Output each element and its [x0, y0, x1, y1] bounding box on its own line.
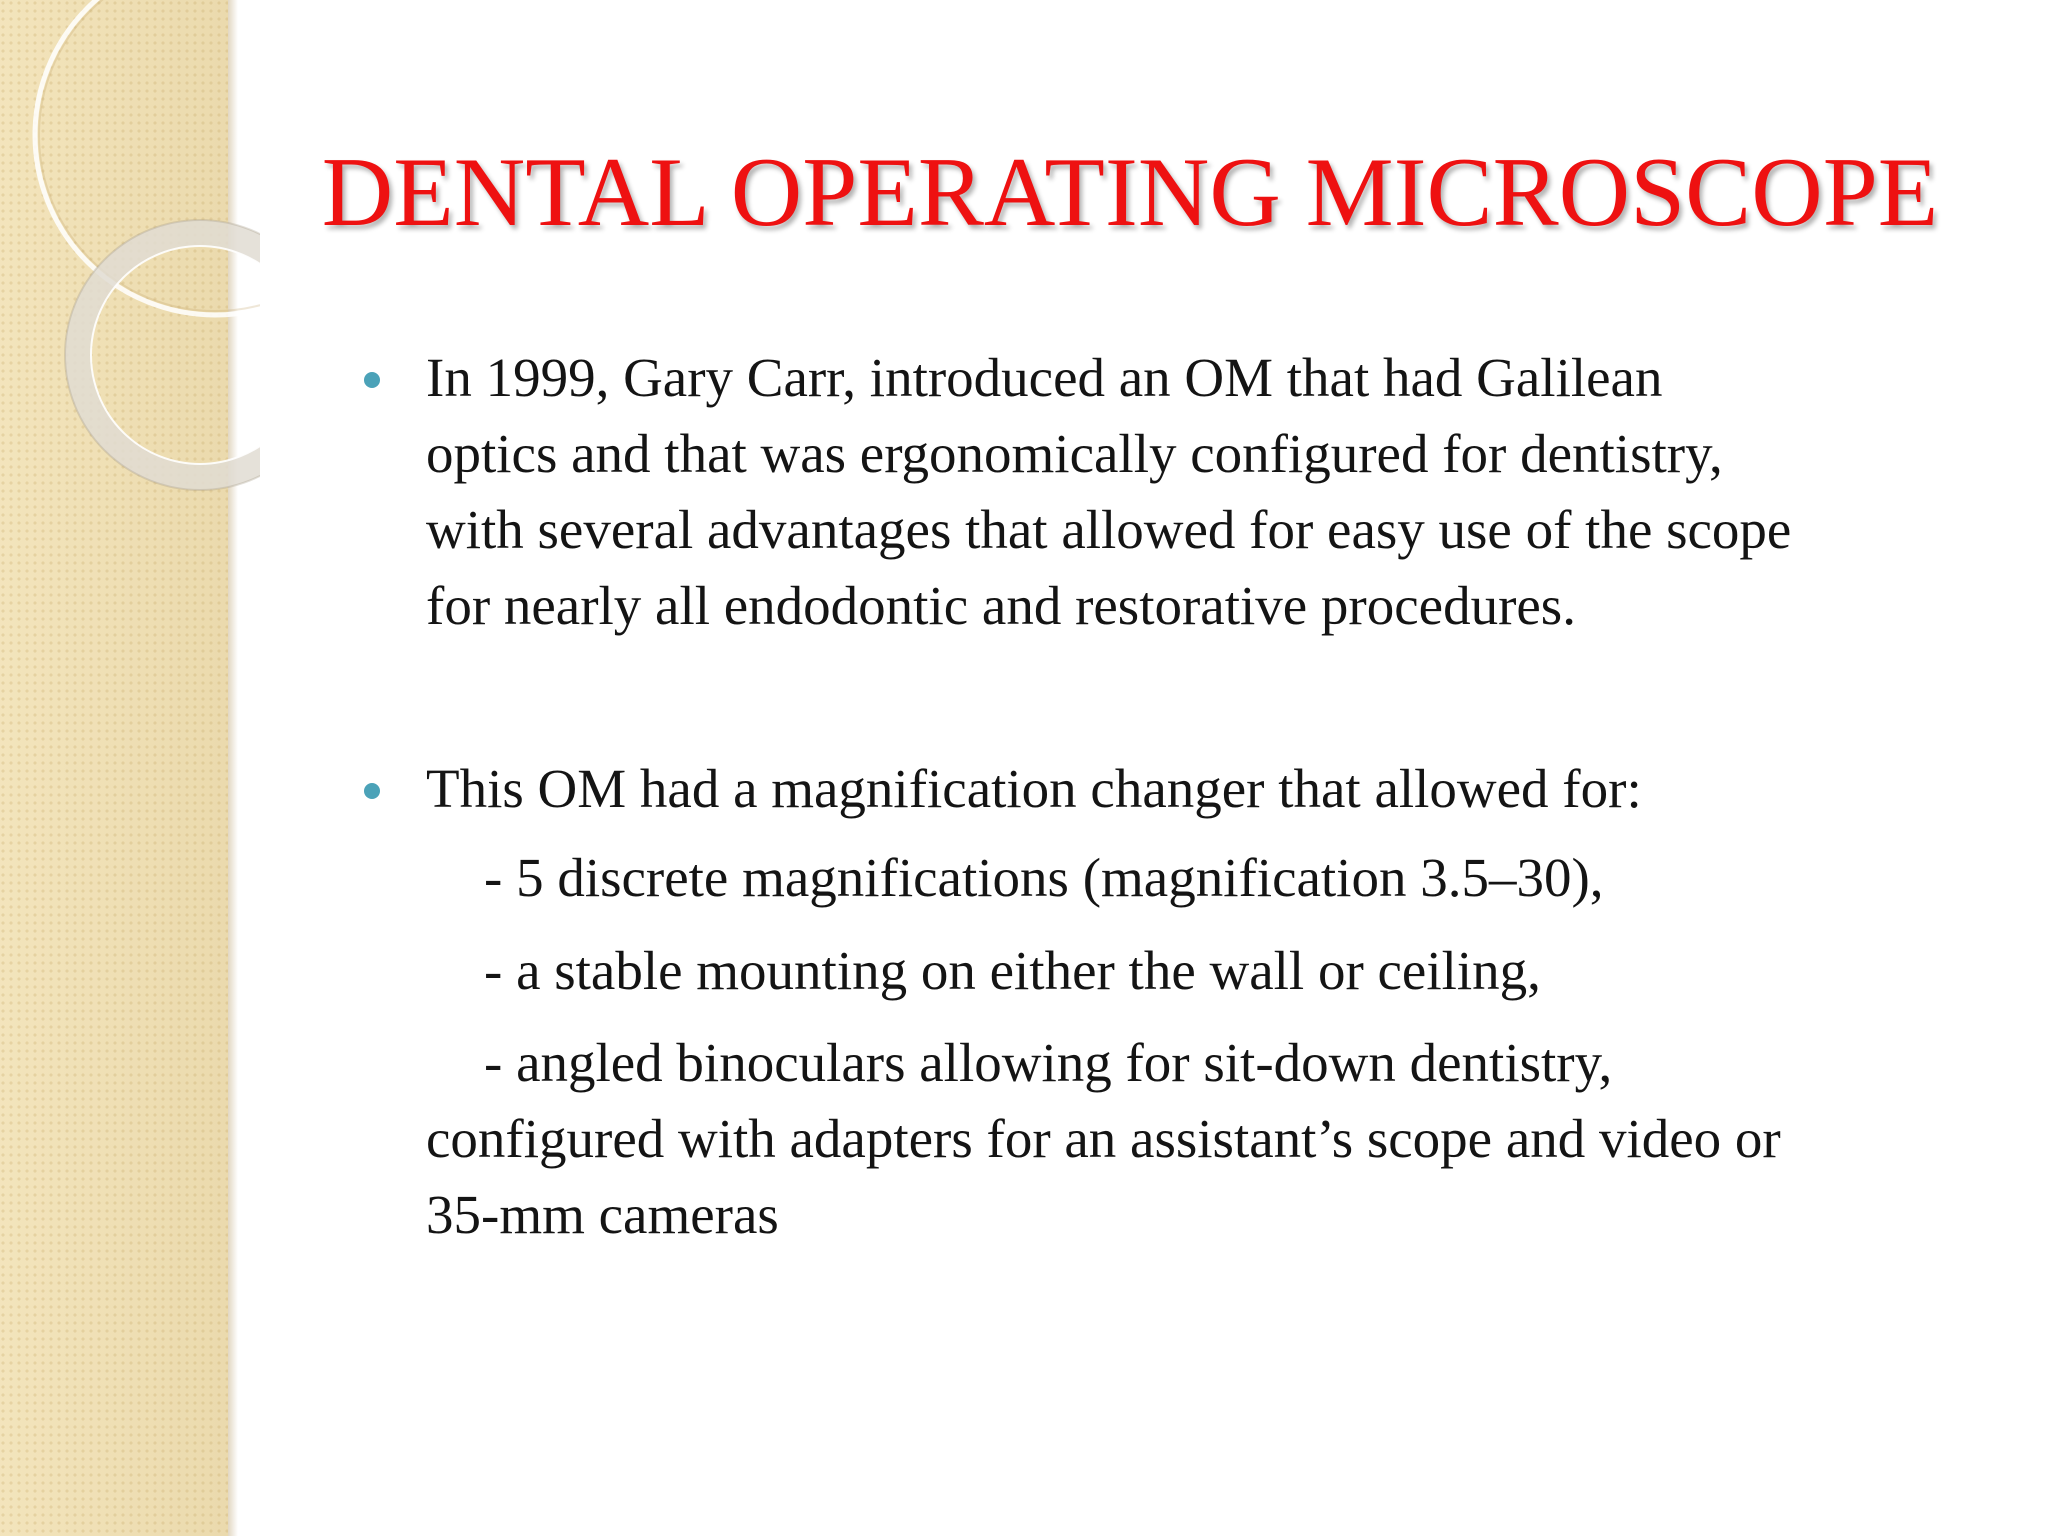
- slide-title: DENTAL OPERATING MICROSCOPE: [321, 138, 1939, 247]
- continuation-line-1: configured with adapters for an assistant’s scope and video or: [426, 1108, 1781, 1169]
- bullet-1-line-2: optics and that was ergonomically configured for dentistry,: [426, 423, 1723, 484]
- continuation-line-2: 35-mm cameras: [426, 1184, 779, 1245]
- bullet-1-line-3: with several advantages that allowed for easy use of the scope: [426, 499, 1792, 560]
- bullet-1-line-4: for nearly all endodontic and restorative procedures.: [426, 575, 1576, 636]
- bullet-1-line-1: In 1999, Gary Carr, introduced an OM that had Galilean: [426, 347, 1663, 408]
- sub-item-mounting: - a stable mounting on either the wall or ceiling,: [484, 940, 1541, 1001]
- bullet-point-2-marker: [364, 783, 380, 799]
- bullet-point-1-marker: [364, 372, 380, 388]
- bullet-2-line-1: This OM had a magnification changer that allowed for:: [426, 758, 1642, 819]
- sub-item-magnifications: - 5 discrete magnifications (magnification 3.5–30),: [484, 847, 1604, 908]
- sub-item-binoculars: - angled binoculars allowing for sit-down dentistry,: [484, 1032, 1613, 1093]
